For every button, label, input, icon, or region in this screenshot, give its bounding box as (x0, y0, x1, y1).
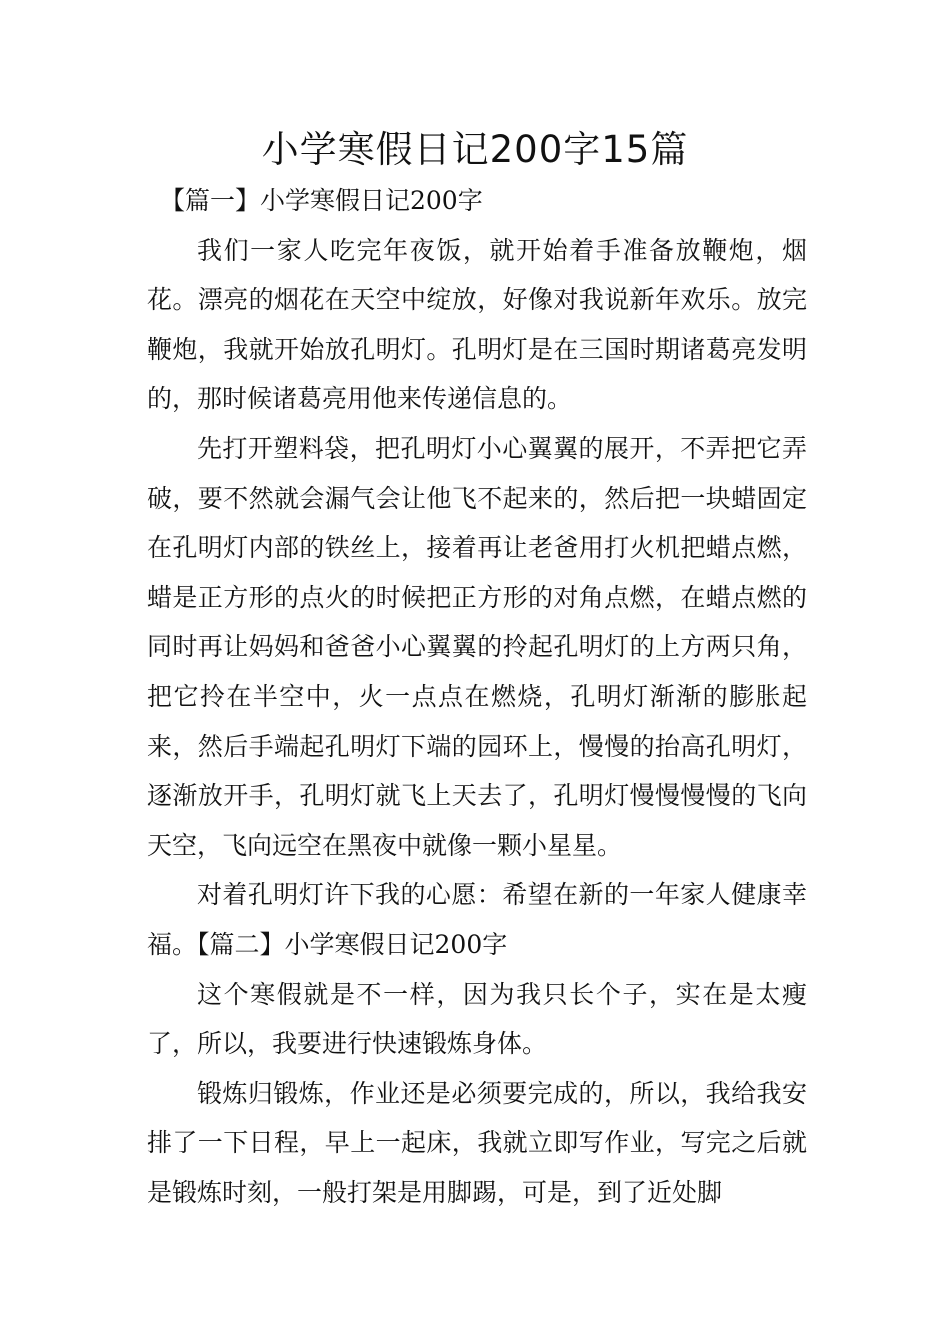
paragraph: 先打开塑料袋，把孔明灯小心翼翼的展开，不弄把它弄破，要不然就会漏气会让他飞不起来的，然后把一块蜡固定在孔明灯内部的铁丝上，接着再让老爸用打火机把蜡点燃，蜡是正方形的点火的时候把正方形的对角点燃，在蜡点燃的同时再让妈妈和爸爸小心翼翼的拎起孔明灯的上方两只角，把它拎在半空中，火一点点在燃烧，孔明灯渐渐的膨胀起来，然后手端起孔明灯下端的园环上，慢慢的抬高孔明灯，逐渐放开手，孔明灯就飞上天去了，孔明灯慢慢慢慢的飞向天空，飞向远空在黑夜中就像一颗小星星。 (147, 433, 807, 860)
paragraph: 我们一家人吃完年夜饭，就开始着手准备放鞭炮，烟花。漂亮的烟花在天空中绽放，好像对我说新年欢乐。放完鞭炮，我就开始放孔明灯。孔明灯是在三国时期诸葛亮发明的，那时候诸葛亮用他来传递信息的。 (147, 235, 807, 414)
paragraph: 对着孔明灯许下我的心愿：希望在新的一年家人健康幸福。【篇二】小学寒假日记200字 (147, 880, 807, 959)
section-heading: 【篇一】小学寒假日记200字 (160, 186, 483, 215)
paragraph: 这个寒假就是不一样，因为我只长个子，实在是太瘦了，所以，我要进行快速锻炼身体。 (147, 979, 807, 1059)
document-body (147, 176, 807, 1217)
paragraph: 锻炼归锻炼，作业还是必须要完成的，所以，我给我安排了一下日程，早上一起床，我就立即写作业，写完之后就是锻炼时刻，一般打架是用脚踢，可是，到了近处脚 (147, 1078, 807, 1207)
document-title: 小学寒假日记200字15篇 (261, 128, 689, 171)
